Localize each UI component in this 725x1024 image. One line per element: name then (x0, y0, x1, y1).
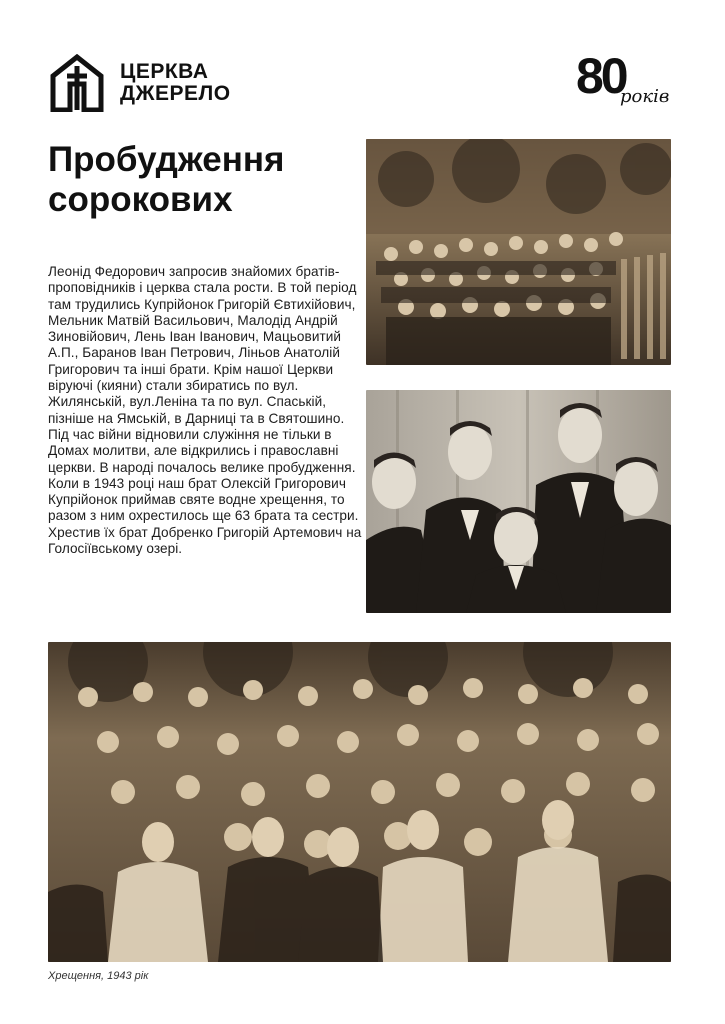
page-title-line-2: сорокових (48, 180, 233, 219)
baptism-group-photo (48, 642, 671, 962)
logo-line-2: ДЖЕРЕЛО (120, 82, 231, 105)
photo-caption: Хрещення, 1943 рік (48, 970, 149, 982)
anniversary-mark (572, 50, 676, 116)
page-title-line-1: Пробудження (48, 140, 285, 179)
anniversary-word: років (620, 86, 670, 107)
article-body: Леонід Федорович запросив знайомих братів-проповідників і церква стала рости. В той період там трудились Купрійонок Григорій Євтихійович, Мельник Матвій Васильович, Малодід Андрій Зиновійович, Лень Іван Іванович, Мацьовитий А.П., Баранов Іван Петрович, Ліньов Анатолій Григорович та інші брати. Крім нашої Церкви віруючі (кияни) стали збиратись по вул. Жилянській, вул.Леніна та по вул. Спаській, пізніше на Ямській, в Дарниці та в Святошино. Під час війни відновили служіння не тільки в Домах молитви, але відкрились і православні церкви. В народі почалось велике пробудження. Коли в 1943 році наш брат Олексій Григорович Купрійонок приймав святе водне хрещення, то разом з ним охрестилось ще 63 брата та сестри. Хрестив їх брат Добренко Григорій Артемович на Голосіївському озері. (48, 264, 362, 557)
church-logo[interactable] (48, 54, 258, 114)
logo-line-1: ЦЕРКВА (120, 60, 209, 83)
brothers-portrait-photo (366, 390, 671, 613)
logo-wordmark (120, 61, 231, 105)
anniversary-number: 80 (576, 48, 626, 104)
page-title (48, 140, 348, 220)
congregation-photo (366, 139, 671, 365)
church-cross-icon (48, 54, 106, 112)
